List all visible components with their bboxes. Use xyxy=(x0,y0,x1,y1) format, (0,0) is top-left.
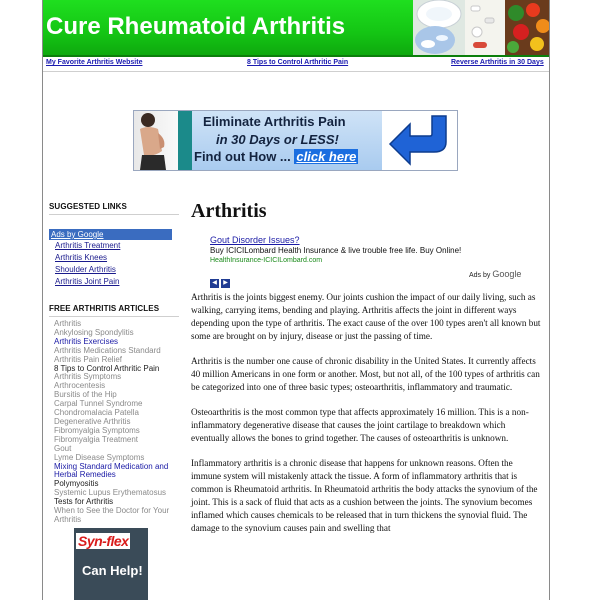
header-pills-image xyxy=(413,0,549,55)
main-content xyxy=(191,200,541,547)
suggested-links-list xyxy=(49,240,179,288)
site-header xyxy=(43,0,549,57)
banner-back-pain-image xyxy=(134,111,192,170)
article-link[interactable]: Arthrocentesis xyxy=(54,381,106,391)
top-nav xyxy=(43,57,549,72)
article-link[interactable]: Arthritis Symptoms xyxy=(54,372,122,382)
article-link[interactable]: Mixing Standard Medication and xyxy=(54,461,169,471)
ads-by-google-link[interactable]: Ads by Google xyxy=(49,229,172,240)
article-link[interactable]: Lyme Disease Symptoms xyxy=(54,452,145,462)
synflex-ad[interactable] xyxy=(74,528,148,600)
suggested-link[interactable]: Shoulder Arthritis xyxy=(55,265,116,274)
article-link[interactable]: Degenerative Arthritis xyxy=(54,416,131,426)
synflex-tagline: Can Help! xyxy=(82,563,143,578)
nav-link-reverse-arthritis[interactable]: Reverse Arthritis in 30 Days xyxy=(451,59,544,66)
nav-link-8-tips[interactable]: 8 Tips to Control Arthritic Pain xyxy=(247,59,349,66)
synflex-logo: Syn-flex xyxy=(78,533,129,549)
article-link[interactable]: When to See the Doctor for Your xyxy=(54,506,170,516)
ad-nav-arrows xyxy=(210,271,232,289)
page-frame xyxy=(42,0,550,600)
article-link[interactable]: Gout xyxy=(54,443,72,453)
prev-arrow-icon[interactable]: ◀ xyxy=(210,279,219,288)
article-link[interactable]: Bursitis of the Hip xyxy=(54,390,117,400)
banner-find-out: Find out How ... xyxy=(194,149,291,164)
banner-line-2: in 30 Days or LESS! xyxy=(216,132,339,147)
article-link[interactable]: Arthritis xyxy=(54,319,82,328)
ad-description: Buy ICICILombard Health Insurance & live trouble free life. Buy Online! xyxy=(210,246,462,255)
site-title[interactable]: Cure Rheumatoid Arthritis xyxy=(46,13,346,40)
page-title: Arthritis xyxy=(191,200,267,222)
header-art-svg xyxy=(413,0,549,55)
banner-text-panel xyxy=(192,111,382,170)
article-paragraph: Arthritis is the number one cause of chronic disability in the United States. It currently affects 40 million Americans in one form or another. Most, but not all, of the 100 types of arthritis can be categorized into one of three basic types; osteoarthritis, inflammatory and traumatic. xyxy=(191,356,540,392)
article-link[interactable]: 8 Tips to Control Arthritic Pain xyxy=(54,363,160,373)
banner-ad[interactable] xyxy=(133,110,458,171)
google-wordmark: Google xyxy=(492,269,522,279)
article-link[interactable]: Tests for Arthritis xyxy=(54,497,114,507)
suggested-link[interactable]: Arthritis Knees xyxy=(55,253,108,262)
article-paragraph: Osteoarthritis is the most common type that affects approximately 16 million. This is a non-inflammatory degenerative disease that causes the joint cartilage to breakdown which eventually allows the bones to grind together. The causes of osteoarthritis is unknown. xyxy=(191,407,529,443)
ads-by-text: Ads by xyxy=(469,272,491,279)
ad-title-link[interactable]: Gout Disorder Issues? xyxy=(210,235,300,245)
article-link[interactable]: Herbal Remedies xyxy=(54,470,116,480)
next-arrow-icon[interactable]: ▶ xyxy=(221,279,230,288)
banner-click-here-link[interactable]: click here xyxy=(296,149,357,164)
google-text-ad xyxy=(191,233,541,286)
article-link[interactable]: Fibromyalgia Treatment xyxy=(54,434,139,444)
free-articles-heading: FREE ARTHRITIS ARTICLES xyxy=(49,304,179,317)
back-pain-figure-svg xyxy=(134,111,192,170)
arrow-icon xyxy=(384,112,456,169)
article-link[interactable]: Ankylosing Spondylitis xyxy=(54,327,134,337)
article-link[interactable]: Systemic Lupus Erythematosus xyxy=(54,488,167,498)
ads-by-google-label[interactable] xyxy=(469,269,521,279)
article-link[interactable]: Arthritis Exercises xyxy=(54,336,119,346)
article-link[interactable]: Carpal Tunnel Syndrome xyxy=(54,399,143,409)
articles-list xyxy=(49,320,179,525)
ad-url-link[interactable]: HealthInsurance-ICICILombard.com xyxy=(210,257,323,264)
banner-line-1: Eliminate Arthritis Pain xyxy=(203,114,346,129)
article-paragraph: Arthritis is the joints biggest enemy. Our joints cushion the impact of our daily living, such as walking, carrying items, bending and playing. Arthritis affects the joint in different ways depending upon the type of arthritis. The exact cause of the over 100 types aren't all known but some are brought on by injury, disease or just the passing of time. xyxy=(191,292,541,341)
article-link[interactable]: Polymyositis xyxy=(54,479,99,489)
banner-line-3 xyxy=(194,149,358,164)
article-link[interactable]: Fibromyalgia Symptoms xyxy=(54,425,140,435)
article-link[interactable]: Chondromalacia Patella xyxy=(54,408,139,418)
article-paragraph: Inflammatory arthritis is a chronic disease that happens for unknown reasons. Often the immune system will mistakenly attack the tissue. A form of inflammatory arthritis that is common is Rheumatoid arthritis. In Rheumatoid arthritis the body attacks the synovium of the joint. This is a sack of fluid that acts as a cushion between the joints. The synovium becomes inflamed which causes chemicals to be released that in turn thickens the synovial fluid. The damage to the synovium causes pain and swelling that xyxy=(191,458,538,533)
suggested-link[interactable]: Arthritis Joint Pain xyxy=(55,277,120,286)
article-link[interactable]: Arthritis Pain Relief xyxy=(54,354,123,364)
article-link[interactable]: Arthritis Medications Standard xyxy=(54,345,161,355)
suggested-links-heading: SUGGESTED LINKS xyxy=(49,202,179,215)
article-link[interactable]: Arthritis xyxy=(54,514,82,524)
left-sidebar xyxy=(49,202,179,525)
nav-link-favorite-site[interactable]: My Favorite Arthritis Website xyxy=(46,59,143,66)
suggested-link[interactable]: Arthritis Treatment xyxy=(55,241,121,250)
